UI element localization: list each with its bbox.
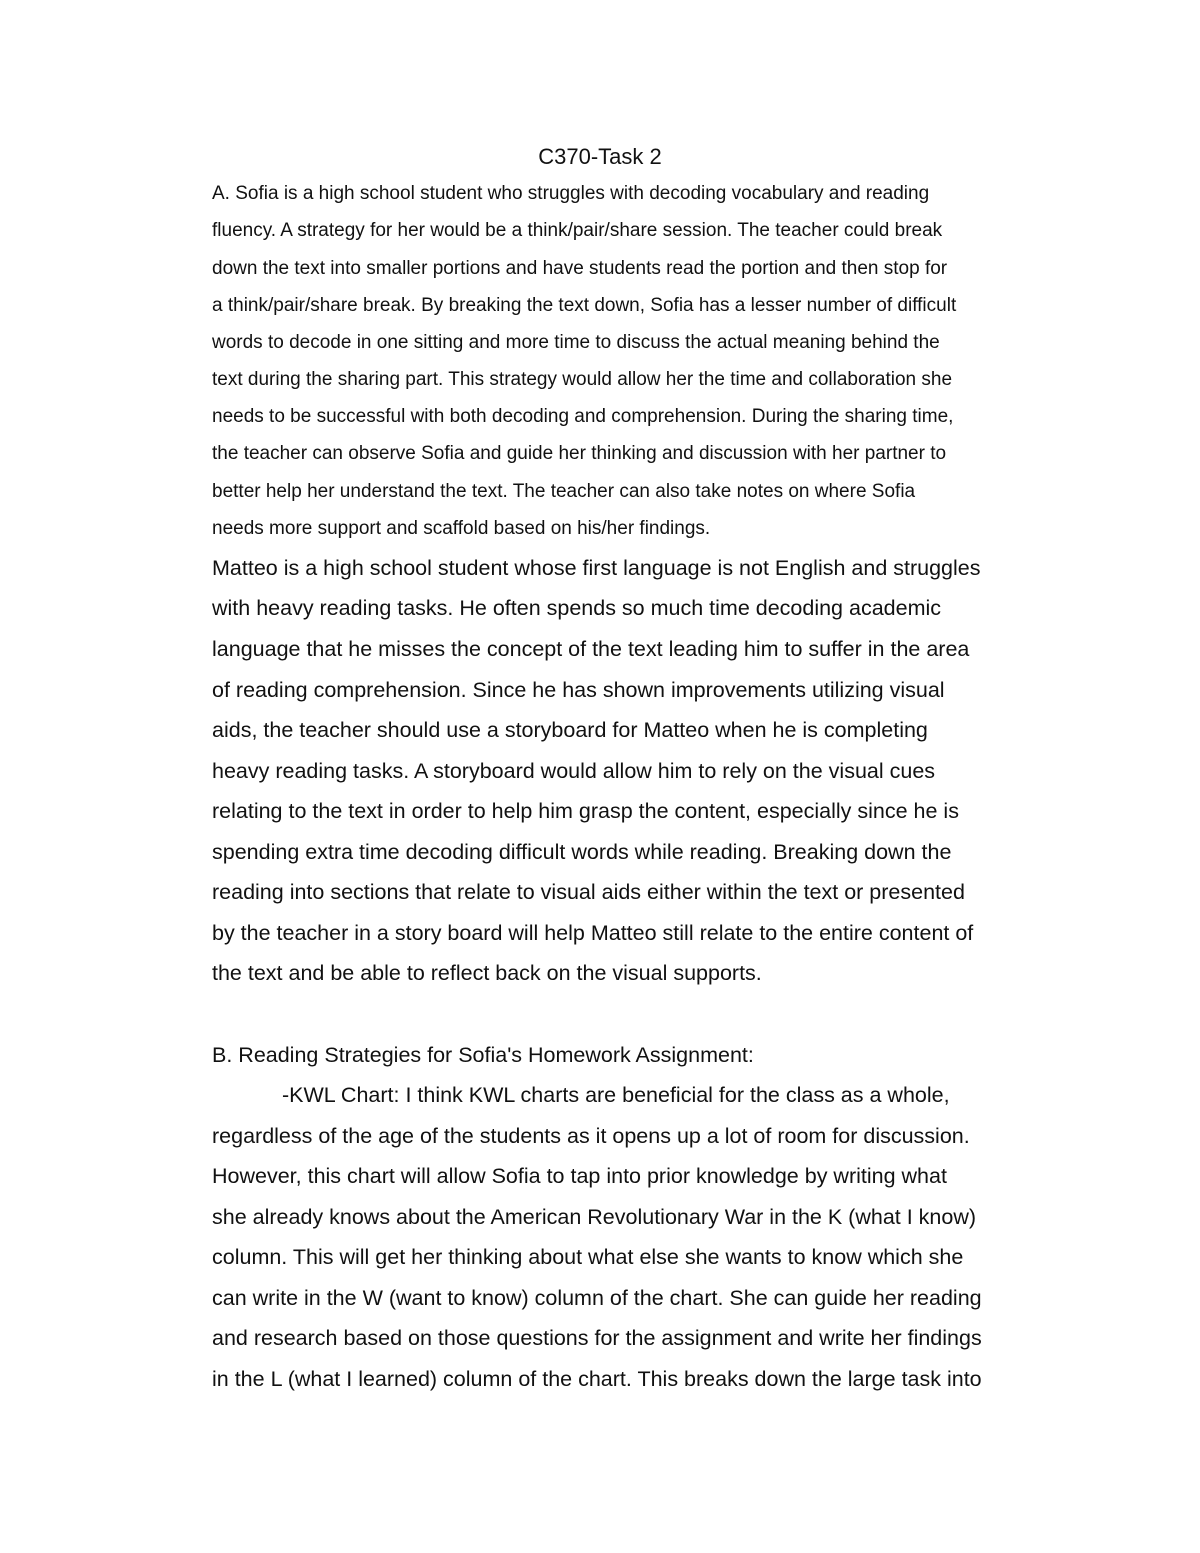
matteo-line: relating to the text in order to help him grasp the content, especially since he is xyxy=(212,799,959,823)
section-b-line: can write in the W (want to know) column of the chart. She can guide her reading xyxy=(212,1286,982,1310)
section-a-line: needs to be successful with both decoding and comprehension. During the sharing time, xyxy=(212,406,954,427)
section-a-line: the teacher can observe Sofia and guide her thinking and discussion with her partner to xyxy=(212,443,947,464)
section-b-line: in the L (what I learned) column of the chart. This breaks down the large task into xyxy=(212,1367,982,1391)
matteo-line: of reading comprehension. Since he has shown improvements utilizing visual xyxy=(212,678,945,702)
matteo-line: with heavy reading tasks. He often spends so much time decoding academic xyxy=(212,596,942,620)
section-b-line: column. This will get her thinking about what else she wants to know which she xyxy=(212,1245,964,1269)
section-b-line: However, this chart will allow Sofia to tap into prior knowledge by writing what xyxy=(212,1164,947,1188)
section-a-line: better help her understand the text. The teacher can also take notes on where Sofia xyxy=(212,481,916,502)
matteo-line: the text and be able to reflect back on the visual supports. xyxy=(212,961,762,985)
matteo-line: language that he misses the concept of the text leading him to suffer in the area xyxy=(212,637,970,661)
section-a-line: text during the sharing part. This strategy would allow her the time and collaboration she xyxy=(212,369,953,390)
document-title: C370-Task 2 xyxy=(538,144,662,169)
section-a-line: a think/pair/share break. By breaking the text down, Sofia has a lesser number of difficult xyxy=(212,295,957,316)
section-b-line: and research based on those questions for the assignment and write her findings xyxy=(212,1326,982,1350)
section-b-line: she already knows about the American Revolutionary War in the K (what I know) xyxy=(212,1205,977,1229)
matteo-line: reading into sections that relate to visual aids either within the text or presented xyxy=(212,880,965,904)
matteo-line: heavy reading tasks. A storyboard would allow him to rely on the visual cues xyxy=(212,759,936,783)
matteo-line: by the teacher in a story board will help Matteo still relate to the entire content of xyxy=(212,921,974,945)
matteo-line: spending extra time decoding difficult words while reading. Breaking down the xyxy=(212,840,952,864)
matteo-line: Matteo is a high school student whose first language is not English and struggles xyxy=(212,556,981,580)
section-a-line: A. Sofia is a high school student who struggles with decoding vocabulary and reading xyxy=(212,183,930,204)
section-b-line: -KWL Chart: I think KWL charts are beneficial for the class as a whole, xyxy=(282,1083,950,1107)
section-b-heading: B. Reading Strategies for Sofia's Homework Assignment: xyxy=(212,1043,754,1067)
section-a-line: words to decode in one sitting and more time to discuss the actual meaning behind the xyxy=(212,332,940,353)
section-a-line: needs more support and scaffold based on his/her findings. xyxy=(212,518,711,539)
section-a-line: down the text into smaller portions and have students read the portion and then stop for xyxy=(212,258,948,279)
section-b-line: regardless of the age of the students as it opens up a lot of room for discussion. xyxy=(212,1124,970,1148)
section-a-line: fluency. A strategy for her would be a think/pair/share session. The teacher could break xyxy=(212,220,943,241)
matteo-line: aids, the teacher should use a storyboard for Matteo when he is completing xyxy=(212,718,928,742)
